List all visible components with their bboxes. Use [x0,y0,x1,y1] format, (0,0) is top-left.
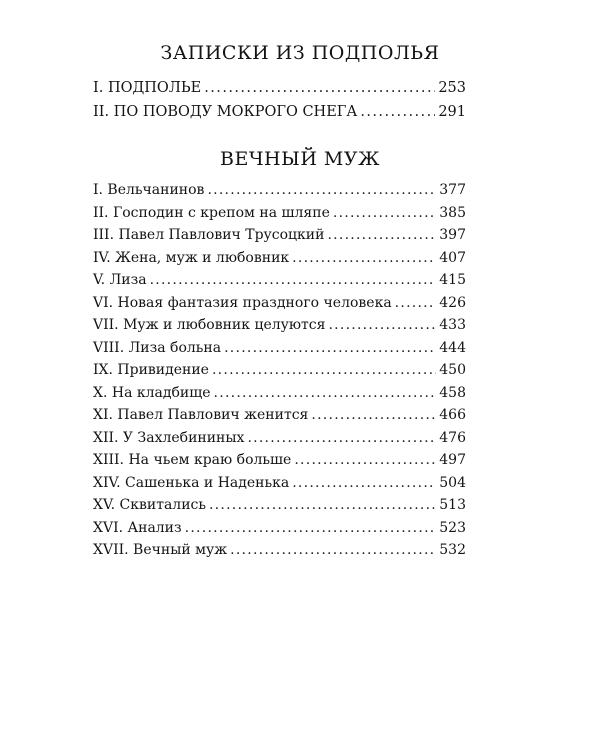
entry-title: XVI. Анализ [93,519,182,536]
toc-entry [93,385,466,408]
dot-leader [292,250,436,266]
dot-leader [204,80,435,96]
dot-leader [212,362,436,378]
page-number: 532 [439,542,466,558]
dot-leader [327,227,436,243]
toc-entry [93,295,466,318]
page-number: 385 [439,204,466,221]
dot-leader [207,182,436,198]
page-number: 407 [439,249,466,266]
dot-leader [333,205,436,221]
page-number: 523 [439,519,466,536]
entry-title: II. Господин с крепом на шляпе [93,204,330,221]
dot-leader [209,497,436,513]
page-number: 426 [439,294,466,311]
dot-leader [150,272,437,288]
toc-entry [93,362,466,385]
toc-entry [93,520,466,543]
entry-title: III. Павел Павлович Трусоцкий [93,227,325,243]
dot-leader [292,475,436,491]
toc-entry [93,475,466,498]
page-number: 476 [439,429,466,446]
toc-entry [93,542,466,565]
page-number: 444 [439,339,466,356]
page-number: 377 [439,182,466,198]
page-number: 291 [438,104,466,120]
page-number: 466 [439,407,466,423]
dot-leader [360,104,435,120]
page-number: 497 [439,452,466,468]
page-number: 504 [439,474,466,491]
entry-title: XIV. Сашенька и Наденька [93,474,290,491]
dot-leader [214,385,437,401]
toc-entry [93,340,466,363]
toc-entry [93,250,466,273]
entry-title: I. ПОДПОЛЬЕ [93,80,202,96]
page-number: 513 [439,497,466,513]
toc-entry [93,205,466,228]
entry-title: IV. Жена, муж и любовник [93,249,290,266]
entry-title: I. Вельчанинов [93,182,205,198]
toc-list-eternal-husband [93,182,466,565]
dot-leader [185,520,437,536]
entry-title: V. Лиза [93,272,147,288]
page-number: 458 [439,384,466,401]
toc-entry [93,407,466,430]
entry-title: XIII. На чьем краю больше [93,452,292,468]
dot-leader [311,407,436,423]
toc-entry [93,452,466,475]
toc-entry [93,80,466,104]
page-number: 415 [439,272,466,288]
entry-title: VIII. Лиза больна [93,339,222,356]
dot-leader [395,295,437,311]
entry-title: VII. Муж и любовник целуются [93,317,326,333]
entry-title: II. ПО ПОВОДУ МОКРОГО СНЕГА [93,104,358,120]
page-number: 433 [439,317,466,333]
toc-entry [93,227,466,250]
toc-entry [93,182,466,205]
page-number: 253 [438,80,466,96]
toc-entry [93,104,466,128]
entry-title: VI. Новая фантазия праздного человека [93,294,392,311]
dot-leader [230,542,436,558]
toc-entry [93,430,466,453]
entry-title: XV. Сквитались [93,497,206,513]
dot-leader [224,340,436,356]
entry-title: IX. Привидение [93,362,209,378]
entry-title: XVII. Вечный муж [93,542,228,558]
entry-title: XII. У Захлебининых [93,429,245,446]
dot-leader [294,452,436,468]
page-number: 450 [439,362,466,378]
dot-leader [328,317,436,333]
toc-list-notes-from-underground [93,80,466,128]
toc-entry [93,497,466,520]
page-number: 397 [439,227,466,243]
section-title-eternal-husband: ВЕЧНЫЙ МУЖ [220,148,380,170]
toc-entry [93,272,466,295]
entry-title: X. На кладбище [93,384,211,401]
dot-leader [247,430,436,446]
toc-entry [93,317,466,340]
entry-title: XI. Павел Павлович женится [93,407,309,423]
section-title-notes-from-underground: ЗАПИСКИ ИЗ ПОДПОЛЬЯ [160,42,440,64]
